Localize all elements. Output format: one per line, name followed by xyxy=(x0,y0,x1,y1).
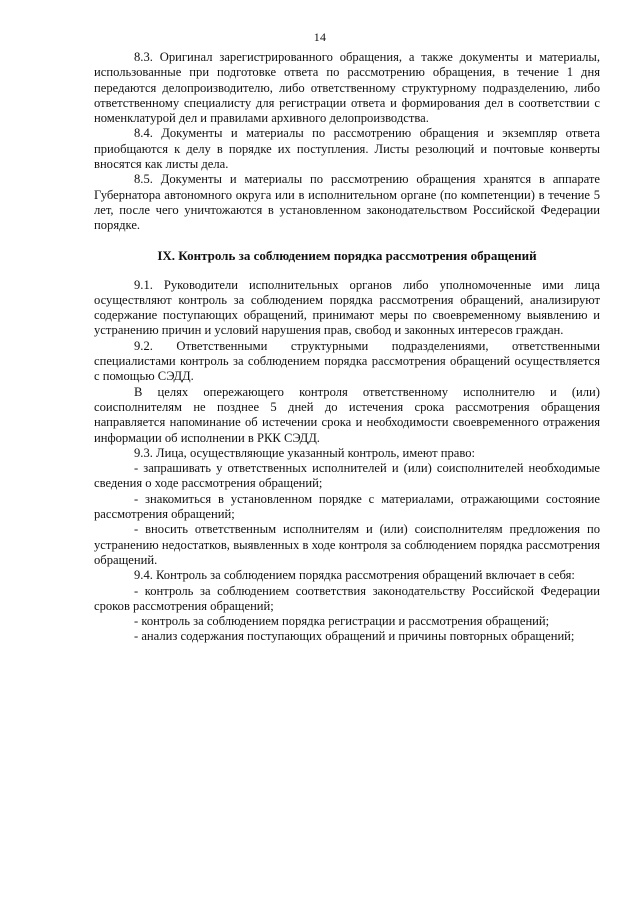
paragraph-9-1: 9.1. Руководители исполнительных органов либо уполномоченные ими лица осуществляют контроль за соблюдением порядка рассмотрения обращений, анализируют содержание поступающих обращений, принимают меры по своевременному выявлению и устранению причин и условий нарушения прав, свобод и законных интересов граждан. xyxy=(94,277,600,338)
paragraph-9-4: 9.4. Контроль за соблюдением порядка рассмотрения обращений включает в себя: xyxy=(134,568,575,583)
list-item-review-materials: - знакомиться в установленном порядке с материалами, отражающими состояние рассмотрения обращений; xyxy=(94,491,600,522)
list-item-request-info: - запрашивать у ответственных исполнителей и (или) соисполнителей необходимые сведения о ходе рассмотрения обращений; xyxy=(94,461,600,491)
paragraph-9-3: 9.3. Лица, осуществляющие указанный контроль, имеют право: xyxy=(134,445,476,460)
paragraph-advance-control: В целях опережающего контроля ответственному исполнителю и (или) соисполнителям не позднее 5 дней до истечения срока рассмотрения обращения направляется напоминание об истечении срока и необходимости своевременного отражения информации об исполнении в РКК СЭДД. xyxy=(94,384,600,445)
paragraph-8-3: 8.3. Оригинал зарегистрированного обращения, а также документы и материалы, использованные при подготовке ответа по рассмотрению обращения, в течение 1 дня передаются делопроизводителю, либо ответственному структурному подразделению, либо ответственному специалисту для регистрации ответа и формирования дел в соответствии с номенклатурой дел и правилами архивного делопроизводства. xyxy=(94,50,600,126)
list-item-content-analysis: - анализ содержания поступающих обращений и причины повторных обращений; xyxy=(134,629,575,644)
list-item-submit-proposals: - вносить ответственным исполнителям и (или) соисполнителям предложения по устранению недостатков, выявленных в ходе контроля за соблюдением порядка рассмотрения обращений. xyxy=(94,522,600,567)
section-heading: IX. Контроль за соблюдением порядка рассмотрения обращений xyxy=(157,247,537,263)
paragraph-8-5: 8.5. Документы и материалы по рассмотрению обращения хранятся в аппарате Губернатора автономного округа или в исполнительном органе (по компетенции) в течение 5 лет, после чего уничтожаются в установленном законодательством Российской Федерации порядке. xyxy=(94,172,600,233)
list-item-deadline-control: - контроль за соблюдением соответствия законодательству Российской Федерации сроков рассмотрения обращений; xyxy=(94,583,600,613)
page-number: 14 xyxy=(313,30,327,44)
paragraph-8-4: 8.4. Документы и материалы по рассмотрению обращения и экземпляр ответа приобщаются к делу в порядке их поступления. Листы резолюций и почтовые конверты вносятся как листы дела. xyxy=(94,126,600,172)
paragraph-9-2: 9.2. Ответственными структурными подразделениями, ответственными специалистами контроль за соблюдением порядка рассмотрения обращений осуществляется с помощью СЭДД. xyxy=(94,338,600,384)
list-item-registration-control: - контроль за соблюдением порядка регистрации и рассмотрения обращений; xyxy=(134,614,550,629)
document-body xyxy=(94,50,600,645)
